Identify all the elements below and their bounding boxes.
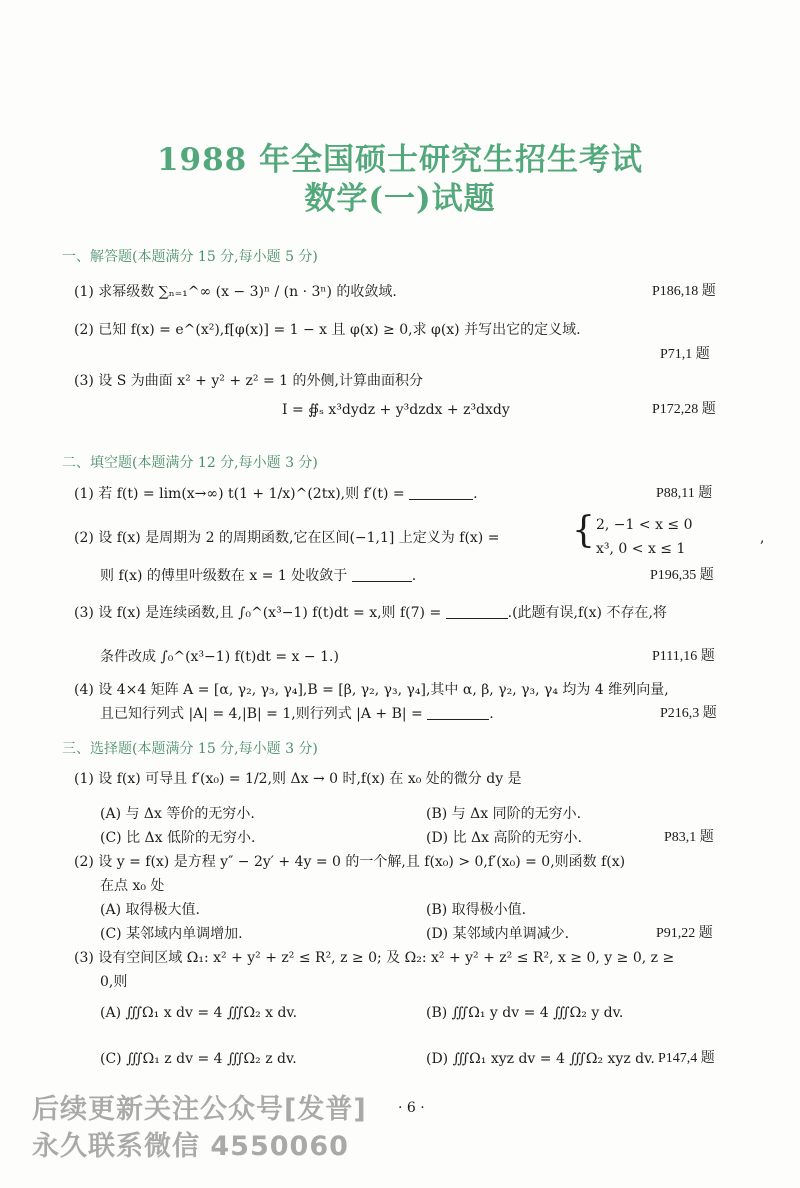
page-subtitle: 数学(一)试题 [304,181,496,217]
watermark-line2: 永久联系微信 4550060 [32,1131,349,1162]
q2-3-text2: 条件改成 ∫₀^(x³−1) f(t)dt = x − 1.) [100,649,339,665]
q3-3-ref: P147,4 题 [658,1051,715,1066]
q1-1-text: (1) 求幂级数 ∑ₙ₌₁^∞ (x − 3)ⁿ / (n · 3ⁿ) 的收敛域. [74,284,397,300]
q2-2-ref: P196,35 题 [650,568,714,583]
q3-3-option-c: (C) ∭Ω₁ z dv = 4 ∭Ω₂ z dv. [100,1051,297,1067]
q3-1-ref: P83,1 题 [664,830,714,845]
watermark-line1: 后续更新关注公众号[发普] [32,1094,367,1125]
page-number: · 6 · [398,1100,425,1116]
q2-4-ref: P216,3 题 [660,706,717,721]
q2-2-case1: 2, −1 < x ≤ 0 [596,517,693,533]
q3-2-option-a: (A) 取得极大值. [100,902,200,918]
q1-2-ref: P71,1 题 [660,347,710,362]
q3-3-option-b: (B) ∭Ω₁ y dv = 4 ∭Ω₂ y dv. [426,1005,624,1021]
q3-3-option-d: (D) ∭Ω₁ xyz dv = 4 ∭Ω₂ xyz dv. [426,1051,655,1067]
q3-2-text2: 在点 x₀ 处 [100,878,165,894]
q3-2-text: (2) 设 y = f(x) 是方程 y″ − 2y′ + 4y = 0 的一个解,且 f(x₀) > 0,f′(x₀) = 0,则函数 f(x) [74,854,626,870]
page-title: 1988 年全国硕士研究生招生考试 [156,142,644,178]
q2-1-blank [409,485,473,500]
q1-3-ref: P172,28 题 [652,402,716,417]
q3-2-option-b: (B) 取得极小值. [426,902,527,918]
q2-2-brace: { [572,510,595,551]
q3-3-option-a: (A) ∭Ω₁ x dv = 4 ∭Ω₂ x dv. [100,1005,298,1021]
q3-2-option-d: (D) 某邻域内单调减少. [426,926,570,942]
q2-2-case2: x³, 0 < x ≤ 1 [596,541,686,557]
q1-2-text: (2) 已知 f(x) = e^(x²),f[φ(x)] = 1 − x 且 φ(x) ≥ 0,求 φ(x) 并写出它的定义域. [74,322,581,338]
q2-3-ref: P111,16 题 [652,649,715,664]
q2-4-text2: 且已知行列式 |A| = 4,|B| = 1,则行列式 |A + B| = . [100,706,494,722]
q3-3-text2: 0,则 [100,974,128,990]
q3-1-option-b: (B) 与 Δx 同阶的无穷小. [426,806,582,822]
q2-2-text: (2) 设 f(x) 是周期为 2 的周期函数,它在区间(−1,1] 上定义为 f(x) = [74,530,500,546]
q3-1-option-a: (A) 与 Δx 等价的无穷小. [100,806,255,822]
q2-4-text: (4) 设 4×4 矩阵 A = [α, γ₂, γ₃, γ₄],B = [β, γ₂, γ₃, γ₄],其中 α, β, γ₂, γ₃, γ₄ 均为 4 维列向量, [74,682,669,698]
q2-3-text: (3) 设 f(x) 是连续函数,且 ∫₀^(x³−1) f(t)dt = x,则 f(7) = .(此题有误,f(x) 不存在,将 [74,605,667,621]
q1-3-formula: I = ∯ₛ x³dydz + y³dzdx + z³dxdy [282,402,510,418]
q3-2-ref: P91,22 题 [656,926,713,941]
section-heading-fill: 二、填空题(本题满分 12 分,每小题 3 分) [62,455,318,471]
q1-1-ref: P186,18 题 [652,284,716,299]
section-heading-answer: 一、解答题(本题满分 15 分,每小题 5 分) [62,249,318,265]
q2-2-blank [352,567,412,582]
q2-2-text2: 则 f(x) 的傅里叶级数在 x = 1 处收敛于 . [100,568,417,584]
q2-3-blank [446,604,508,619]
q3-3-text: (3) 设有空间区域 Ω₁: x² + y² + z² ≤ R², z ≥ 0; 及 Ω₂: x² + y² + z² ≤ R², x ≥ 0, y ≥ 0, z ≥ [74,950,675,966]
q1-3-text: (3) 设 S 为曲面 x² + y² + z² = 1 的外侧,计算曲面积分 [74,373,423,389]
q3-1-text: (1) 设 f(x) 可导且 f′(x₀) = 1/2,则 Δx → 0 时,f(x) 在 x₀ 处的微分 dy 是 [74,771,522,787]
q3-1-option-d: (D) 比 Δx 高阶的无穷小. [426,830,582,846]
q2-1-ref: P88,11 题 [656,486,713,501]
q2-2-comma: , [760,530,765,546]
q3-2-option-c: (C) 某邻域内单调增加. [100,926,243,942]
section-heading-choice: 三、选择题(本题满分 15 分,每小题 3 分) [62,741,318,757]
q3-1-option-c: (C) 比 Δx 低阶的无穷小. [100,830,256,846]
q2-4-blank [427,705,489,720]
q2-1-text: (1) 若 f(t) = lim(x→∞) t(1 + 1/x)^(2tx),则 f′(t) = . [74,486,478,502]
